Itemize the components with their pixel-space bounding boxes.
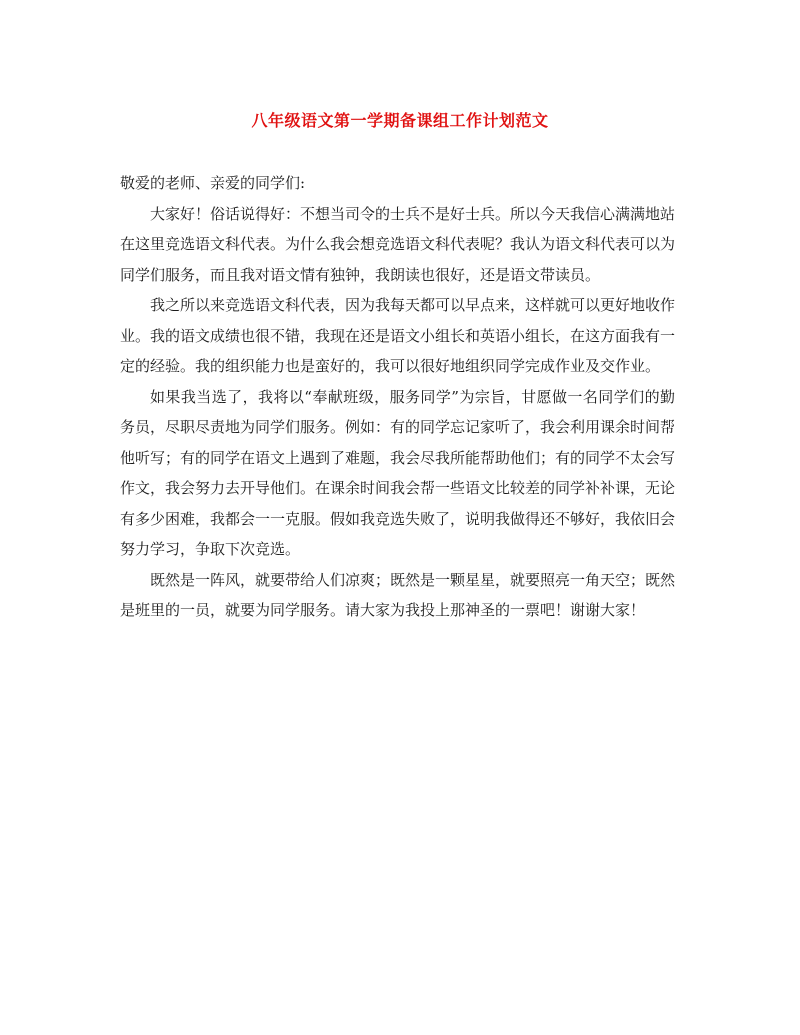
document-body [120, 168, 675, 626]
paragraph-4: 既然是一阵风，就要带给人们凉爽；既然是一颗星星，就要照亮一角天空；既然是班里的一员，就要为同学服务。请大家为我投上那神圣的一票吧！谢谢大家！ [120, 570, 676, 619]
salutation: 敬爱的老师、亲爱的同学们: [120, 174, 306, 192]
paragraph-3: 如果我当选了，我将以“奉献班级，服务同学”为宗旨，甘愿做一名同学们的勤务员，尽职尽责地为同学们服务。例如：有的同学忘记家听了，我会利用课余时间帮他听写；有的同学在语文上遇到了难题，我会尽我所能帮助他们；有的同学不太会写作文，我会努力去开导他们。在课余时间我会帮一些语文比较差的同学补补课，无论有多少困难，我都会一一克服。假如我竞选失败了，说明我做得还不够好，我依旧会努力学习，争取下次竞选。 [120, 387, 676, 558]
paragraph-2: 我之所以来竞选语文科代表，因为我每天都可以早点来，这样就可以更好地收作业。我的语文成绩也很不错，我现在还是语文小组长和英语小组长，在这方面我有一定的经验。我的组织能力也是蛮好的，我可以很好地组织同学完成作业及交作业。 [120, 296, 676, 375]
paragraph-1: 大家好！俗话说得好：不想当司令的士兵不是好士兵。所以今天我信心满满地站在这里竞选语文科代表。为什么我会想竞选语文科代表呢？我认为语文科代表可以为同学们服务，而且我对语文情有独钟，我朗读也很好，还是语文带读员。 [120, 204, 676, 284]
document-title: 八年级语文第一学期备课组工作计划范文 [251, 111, 549, 130]
